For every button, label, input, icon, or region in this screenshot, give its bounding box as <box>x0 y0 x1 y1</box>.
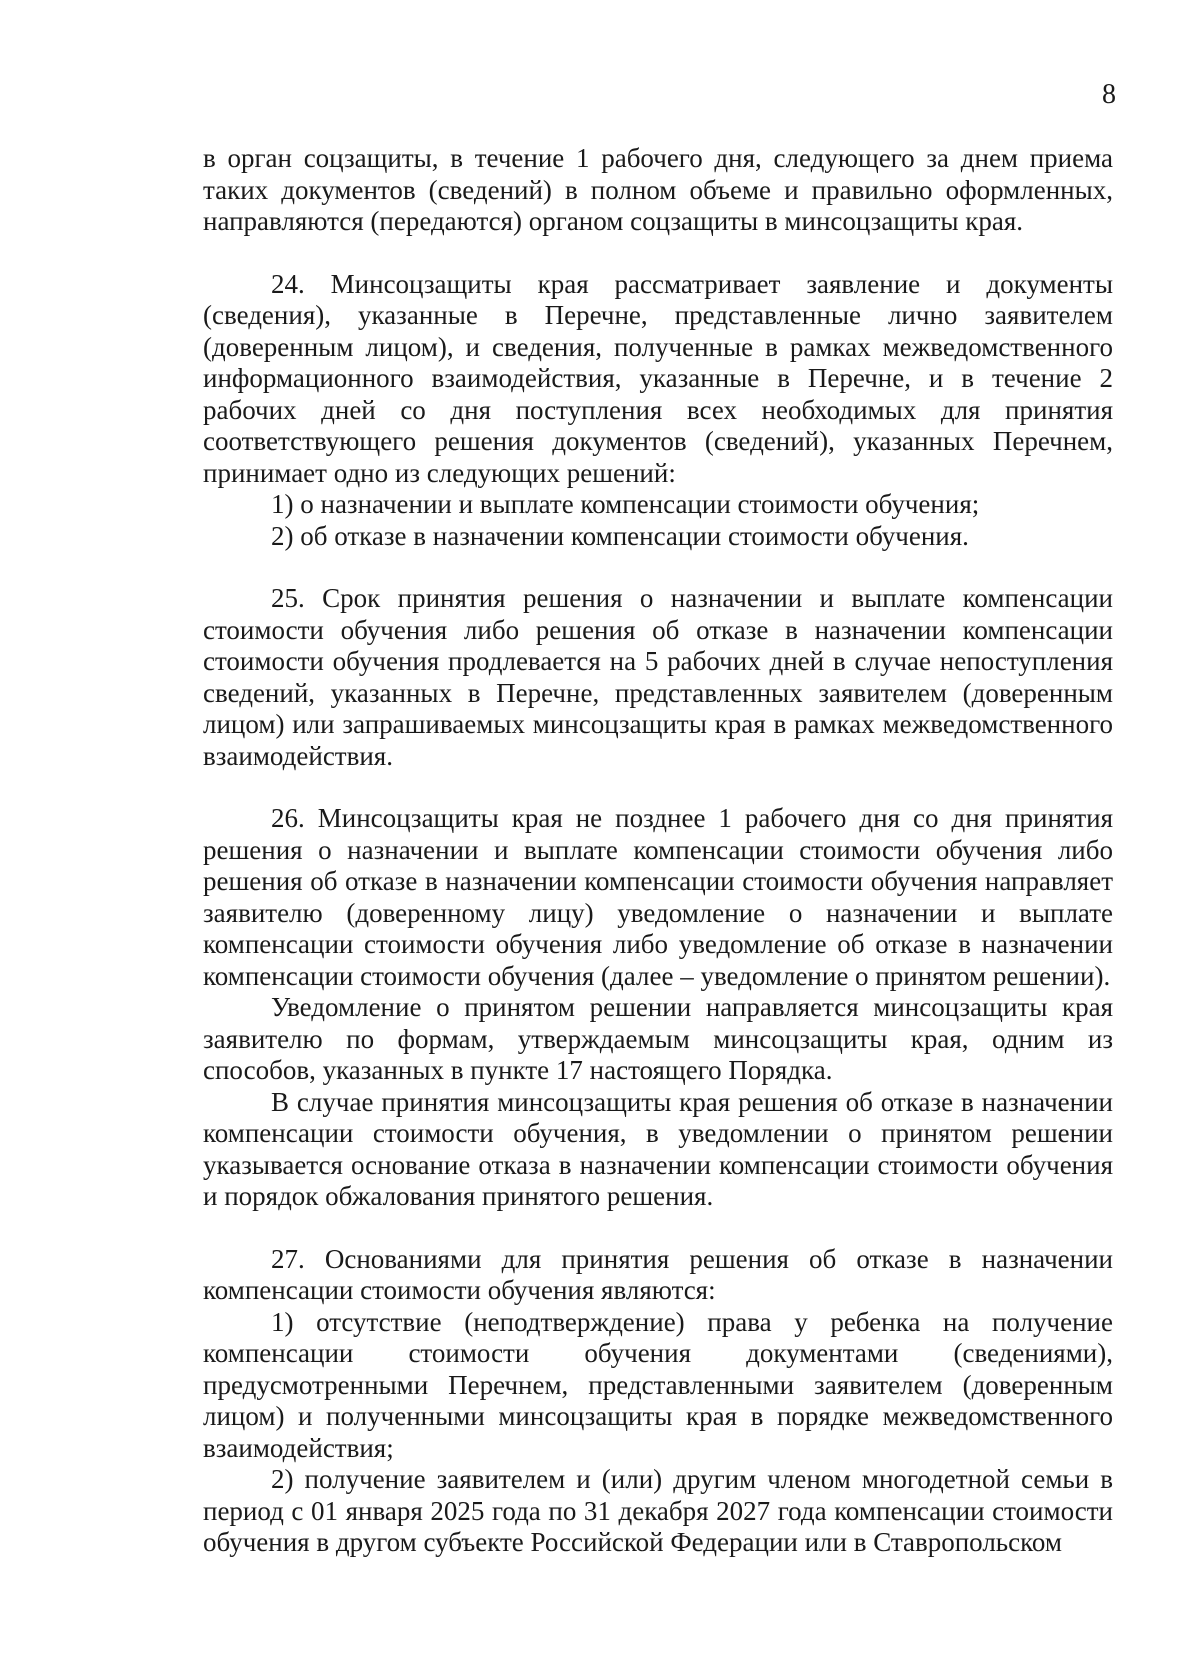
paragraph-27-item-2: 2) получение заявителем и (или) другим членом многодетной семьи в период с 01 января 2025 года по 31 декабря 2027 года компенсации стоимости обучения в другом субъекте Российской Федерации или в Ставропольском <box>203 1464 1113 1557</box>
paragraph-26-refusal: В случае принятия минсоцзащиты края решения об отказе в назначении компенсации стоимости обучения, в уведомлении о принятом решении указывается основание отказа в назначении компенсации стоимости обучения и порядок обжалования принятого решения. <box>203 1086 1113 1211</box>
document-body <box>203 143 1113 1559</box>
page-number: 8 <box>1102 79 1116 110</box>
paragraph-25: 25. Срок принятия решения о назначении и выплате компенсации стоимости обучения либо решения об отказе в назначении компенсации стоимости обучения продлевается на 5 рабочих дней в случае непоступления сведений, указанных в Перечне, представленных заявителем (доверенным лицом) или запрашиваемых минсоцзащиты края в рамках межведомственного взаимодействия. <box>203 583 1113 771</box>
paragraph-continuation: в орган соцзащиты, в течение 1 рабочего дня, следующего за днем приема таких документов (сведений) в полном объеме и правильно оформленных, направляются (передаются) органом соцзащиты в минсоцзащиты края. <box>203 143 1113 236</box>
paragraph-26: 26. Минсоцзащиты края не позднее 1 рабочего дня со дня принятия решения о назначении и выплате компенсации стоимости обучения либо решения об отказе в назначении компенсации стоимости обучения направляет заявителю (доверенному лицу) уведомление о назначении и выплате компенсации стоимости обучения либо уведомление об отказе в назначении компенсации стоимости обучения (далее – уведомление о принятом решении). <box>203 803 1113 991</box>
paragraph-gap <box>203 552 1113 583</box>
paragraph-24: 24. Минсоцзащиты края рассматривает заявление и документы (сведения), указанные в Перечне, представленные лично заявителем (доверенным лицом), и сведения, полученные в рамках межведомственного информационного взаимодействия, указанные в Перечне, и в течение 2 рабочих дней со дня поступления всех необходимых для принятия соответствующего решения документов (сведений), указанных Перечнем, принимает одно из следующих решений: <box>203 268 1113 488</box>
paragraph-26-notification: Уведомление о принятом решении направляется минсоцзащиты края заявителю по формам, утверждаемым минсоцзащиты края, одним из способов, указанных в пункте 17 настоящего Порядка. <box>203 992 1113 1085</box>
paragraph-gap <box>203 238 1113 269</box>
paragraph-24-item-2: 2) об отказе в назначении компенсации стоимости обучения. <box>271 520 969 551</box>
paragraph-27: 27. Основаниями для принятия решения об отказе в назначении компенсации стоимости обучения являются: <box>203 1243 1113 1305</box>
paragraph-27-item-1: 1) отсутствие (неподтверждение) права у ребенка на получение компенсации стоимости обучения документами (сведениями), предусмотренными Перечнем, представленными заявителем (доверенным лицом) и полученными минсоцзащиты края в порядке межведомственного взаимодействия; <box>203 1306 1113 1463</box>
paragraph-gap <box>203 772 1113 803</box>
paragraph-gap <box>203 1213 1113 1244</box>
paragraph-24-item-1: 1) о назначении и выплате компенсации стоимости обучения; <box>271 489 980 519</box>
